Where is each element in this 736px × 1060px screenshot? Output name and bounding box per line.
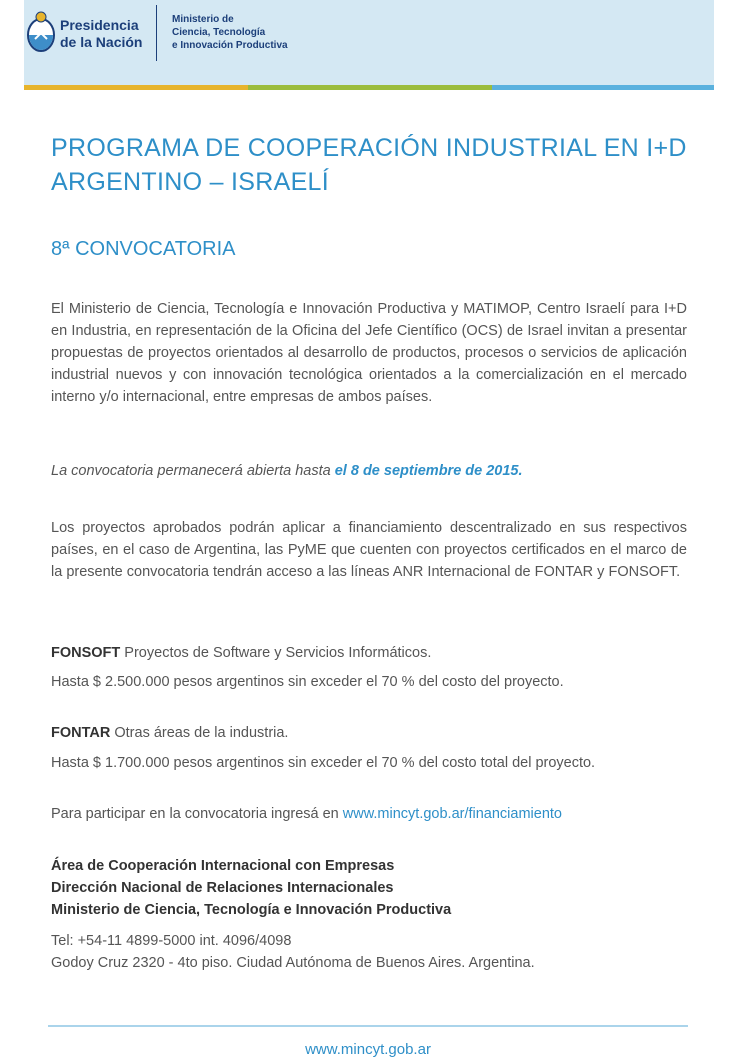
color-stripe-green (248, 85, 492, 90)
participate-text: Para participar en la convocatoria ingresá en (51, 806, 343, 822)
color-stripe-blue (492, 85, 714, 90)
participate-line (51, 803, 711, 825)
header-divider (156, 5, 157, 61)
fonsoft-description: Proyectos de Software y Servicios Informáticos. (120, 645, 432, 661)
ministerio-line: Ministerio de (172, 14, 234, 25)
contact-ministerio: Ministerio de Ciencia, Tecnología e Innovación Productiva (51, 902, 452, 918)
presidencia-label (60, 17, 142, 51)
ministerio-line: e Innovación Productiva (172, 40, 288, 51)
footer-website-link[interactable]: www.mincyt.gob.ar (305, 1041, 431, 1058)
convocatoria-subtitle: 8ª CONVOCATORIA (51, 238, 236, 260)
national-emblem-icon (26, 11, 56, 53)
contact-direccion: Dirección Nacional de Relaciones Internacionales (51, 880, 394, 896)
fontar-description: Otras áreas de la industria. (110, 725, 289, 741)
ministerio-line: Ciencia, Tecnología (172, 27, 266, 38)
page-title-line: ARGENTINO – ISRAELÍ (51, 168, 329, 196)
deadline-text: La convocatoria permanecerá abierta hasta (51, 463, 335, 479)
page-title (51, 131, 711, 199)
contact-area: Área de Cooperación Internacional con Empresas (51, 858, 395, 874)
color-stripe-yellow (24, 85, 248, 90)
intro-paragraph: El Ministerio de Ciencia, Tecnología e Innovación Productiva y MATIMOP, Centro Israelí para I+D en Industria, en representación de la Oficina del Jefe Científico (OCS) de Israel invitan a presentar propuestas de proyectos orientados al desarrollo de productos, procesos o servicios de aplicación industrial nuevos y con innovación tecnológica orientados a la comercialización en el mercado interno y/o internacional, entre empresas de ambos países. (51, 301, 687, 405)
fontar-line (51, 722, 711, 744)
financing-paragraph: Los proyectos aprobados podrán aplicar a financiamiento descentralizado en sus respectivos países, en el caso de Argentina, las PyME que cuenten con proyectos certificados en el marco de la presente convocatoria tendrán acceso a las líneas ANR Internacional de FONTAR y FONSOFT. (51, 520, 687, 580)
fonsoft-amount: Hasta $ 2.500.000 pesos argentinos sin exceder el 70 % del costo del proyecto. (51, 674, 564, 690)
deadline-paragraph (51, 460, 687, 482)
fontar-amount: Hasta $ 1.700.000 pesos argentinos sin exceder el 70 % del costo total del proyecto. (51, 755, 596, 771)
financiamiento-link[interactable]: www.mincyt.gob.ar/financiamiento (342, 806, 562, 822)
contact-block (51, 855, 451, 921)
footer-divider (48, 1025, 688, 1027)
deadline-date: el 8 de septiembre de 2015. (334, 463, 523, 479)
fontar-name: FONTAR (51, 725, 111, 741)
presidencia-line: de la Nación (60, 34, 143, 50)
fonsoft-name: FONSOFT (51, 645, 121, 661)
page-title-line: PROGRAMA DE COOPERACIÓN INDUSTRIAL EN I+D (51, 134, 687, 162)
ministerio-label (172, 13, 288, 52)
contact-details (51, 930, 535, 974)
contact-address: Godoy Cruz 2320 - 4to piso. Ciudad Autónoma de Buenos Aires. Argentina. (51, 955, 535, 971)
fonsoft-line (51, 642, 711, 664)
presidencia-line: Presidencia (60, 17, 139, 33)
contact-phone: Tel: +54-11 4899-5000 int. 4096/4098 (51, 933, 292, 949)
